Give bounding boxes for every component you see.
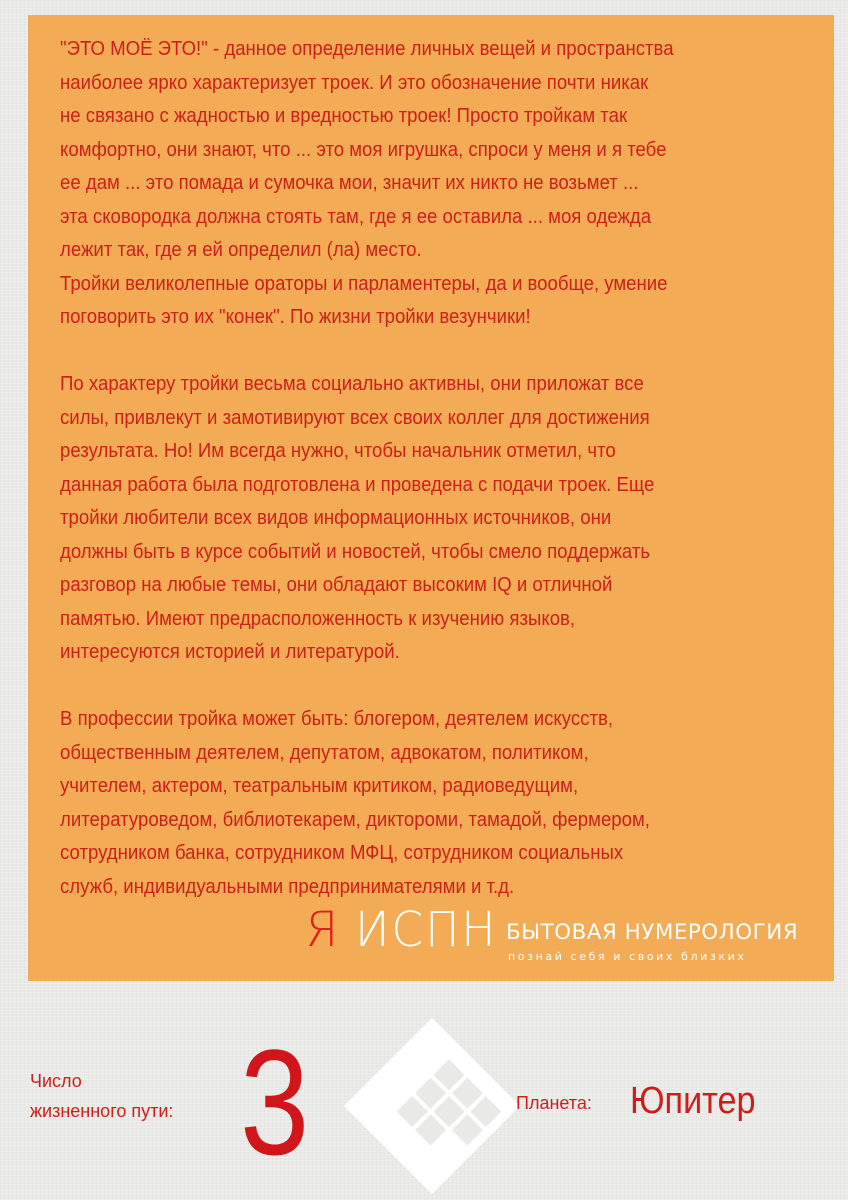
description-card <box>28 15 834 981</box>
text-line: разговор на любые темы, они обладают высоким IQ и отличной <box>60 574 613 596</box>
text-line: интересуются историей и литературой. <box>60 641 400 663</box>
life-path-label <box>30 1066 230 1126</box>
text-line: лежит так, где я ей определил (ла) место. <box>60 239 422 261</box>
life-path-label-line1: Число <box>30 1071 82 1091</box>
diamond-grid-icon <box>344 1018 520 1194</box>
text-line: результата. Но! Им всегда нужно, чтобы начальник отметил, что <box>60 440 616 462</box>
text-line: не связано с жадностью и вредностью троек! Просто тройкам так <box>60 105 628 127</box>
logo-subtitle: познай себя и своих близких <box>508 950 747 963</box>
text-line: По характеру тройки весьма социально активны, они приложат все <box>60 373 644 395</box>
logo-ya: Я <box>305 902 340 958</box>
text-line: силы, привлекут и замотивируют всех своих коллег для достижения <box>60 406 650 429</box>
text-line: поговорить это их "конек". По жизни тройки везунчики! <box>60 306 531 328</box>
text-line: комфортно, они знают, что ... это моя игрушка, спроси у меня и я тебе <box>60 138 667 161</box>
text-line: "ЭТО МОЁ ЭТО!" - данное определение личных вещей и пространства <box>60 38 674 60</box>
paragraph-character <box>60 33 758 335</box>
text-line: ее дам ... это помада и сумочка мои, значит их никто не возьмет ... <box>60 172 639 194</box>
text-line: наиболее ярко характеризует троек. И это обозначение почти никак <box>60 71 649 94</box>
text-line: сотрудником банка, сотрудником МФЦ, сотрудником социальных <box>60 842 624 864</box>
text-line: В профессии тройка может быть: блогером, деятелем искусств, <box>60 708 614 730</box>
text-line: Тройки великолепные ораторы и парламентеры, да и вообще, умение <box>60 272 668 295</box>
text-line: памятью. Имеют предрасположенность к изучению языков, <box>60 607 576 630</box>
text-line: должны быть в курсе событий и новостей, чтобы смело поддержать <box>60 540 651 563</box>
planet-name: Юпитер <box>630 1080 756 1122</box>
paragraph-social <box>60 368 758 670</box>
life-path-label-line2: жизненного пути: <box>30 1101 174 1121</box>
text-line: данная работа была подготовлена и проведена с подачи троек. Еще <box>60 473 655 496</box>
text-line: тройки любители всех видов информационных источников, они <box>60 507 612 529</box>
paragraph-professions <box>60 703 758 904</box>
text-line: служб, индивидуальными предпринимателями и т.д. <box>60 875 515 898</box>
logo-title: БЫТОВАЯ НУМЕРОЛОГИЯ <box>506 920 799 944</box>
life-path-number: 3 <box>240 1018 310 1186</box>
planet-label: Планета: <box>516 1093 592 1113</box>
text-line: эта сковородка должна стоять там, где я ее оставила ... моя одежда <box>60 205 652 228</box>
text-line: литературоведом, библиотекарем, дикторoми, тамадой, фермером, <box>60 808 650 831</box>
logo-ispn: ИСПН <box>355 902 498 958</box>
text-line: учителем, актером, театральным критиком, радиоведущим, <box>60 775 579 797</box>
description-text <box>60 33 758 904</box>
text-line: общественным деятелем, депутатом, адвокатом, политиком, <box>60 741 589 764</box>
